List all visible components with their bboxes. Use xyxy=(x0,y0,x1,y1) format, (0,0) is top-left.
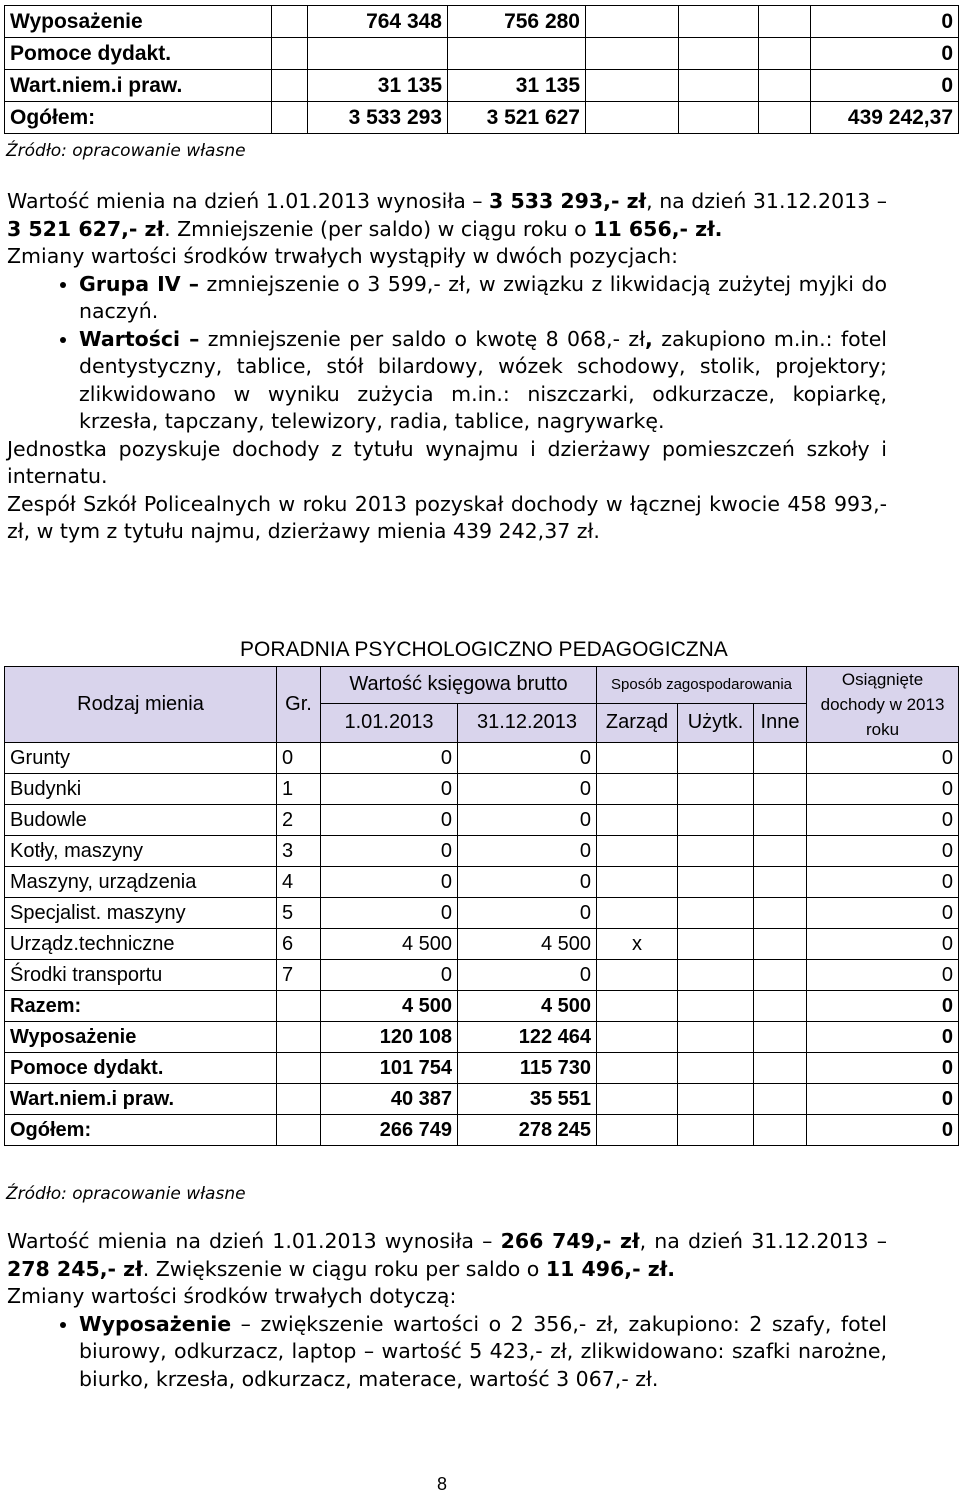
cell-dochody: 0 xyxy=(807,1084,959,1115)
cell-gr: 0 xyxy=(277,743,321,774)
cell-name: Budynki xyxy=(5,774,277,805)
cell-dochody: 0 xyxy=(807,929,959,960)
cell-gr xyxy=(277,1053,321,1084)
cell-value-end: 4 500 xyxy=(458,991,597,1022)
header-osiagniete: Osiągnięte dochody w 2013 roku xyxy=(807,667,959,743)
cell-value-end: 0 xyxy=(458,867,597,898)
table-row xyxy=(5,898,959,929)
text-block-2 xyxy=(7,1228,887,1393)
cell-uzytk xyxy=(679,6,759,38)
cell-gr: 1 xyxy=(277,774,321,805)
cell-gr xyxy=(272,70,308,102)
cell-value-start: 0 xyxy=(321,774,458,805)
cell-zarzad xyxy=(586,38,679,70)
cell-gr xyxy=(272,38,308,70)
cell-value-start: 0 xyxy=(321,867,458,898)
cell-inne xyxy=(759,70,811,102)
table-row xyxy=(5,6,959,38)
cell-name: Wyposażenie xyxy=(5,1022,277,1053)
cell-name: Urządz.techniczne xyxy=(5,929,277,960)
cell-name: Wart.niem.i praw. xyxy=(5,70,272,102)
header-d2: 31.12.2013 xyxy=(458,703,597,742)
cell-inne xyxy=(754,1084,807,1115)
cell-inne xyxy=(754,1115,807,1146)
property-table-poradnia xyxy=(4,666,959,1146)
cell-gr xyxy=(277,1115,321,1146)
cell-uzytk xyxy=(678,1084,754,1115)
cell-gr: 7 xyxy=(277,960,321,991)
list-item: • Grupa IV – zmniejszenie o 3 599,- zł, w związku z likwidacją zużytej myjki do naczyń. xyxy=(79,271,887,326)
cell-value-end: 278 245 xyxy=(458,1115,597,1146)
list-item: • Wyposażenie – zwiększenie wartości o 2 356,- zł, zakupiono: 2 szafy, fotel biurowy, odkurzacz, laptop – wartość 5 423,- zł, zlikwidowano: szafki narożne, biurko, krzesła, odkurzacz, materace, wartość 3 067,- zł. xyxy=(79,1311,887,1394)
cell-gr: 4 xyxy=(277,867,321,898)
cell-zarzad xyxy=(597,1115,678,1146)
cell-inne xyxy=(754,929,807,960)
table-row xyxy=(5,1115,959,1146)
cell-value-start: 101 754 xyxy=(321,1053,458,1084)
cell-inne xyxy=(754,805,807,836)
header-uzytk: Użytk. xyxy=(678,703,754,742)
changes-intro: Zmiany wartości środków trwałych dotyczą: xyxy=(7,1284,457,1308)
cell-zarzad xyxy=(597,805,678,836)
cell-dochody: 0 xyxy=(807,1053,959,1084)
table-row xyxy=(5,774,959,805)
table-row xyxy=(5,805,959,836)
cell-value-start: 266 749 xyxy=(321,1115,458,1146)
cell-inne xyxy=(759,102,811,134)
table2-source: Źródło: opracowanie własne xyxy=(6,1184,246,1204)
cell-value-end: 0 xyxy=(458,898,597,929)
cell-gr: 3 xyxy=(277,836,321,867)
cell-name: Ogółem: xyxy=(5,1115,277,1146)
cell-name: Grunty xyxy=(5,743,277,774)
cell-value-start: 3 533 293 xyxy=(308,102,448,134)
cell-value-start: 4 500 xyxy=(321,991,458,1022)
cell-name: Kotły, maszyny xyxy=(5,836,277,867)
cell-value-start: 0 xyxy=(321,805,458,836)
header-sposob: Sposób zagospodarowania xyxy=(597,667,807,704)
income-source-paragraph: Jednostka pozyskuje dochody z tytułu wynajmu i dzierżawy pomieszczeń szkoły i internatu. xyxy=(7,436,887,488)
cell-gr: 6 xyxy=(277,929,321,960)
cell-inne xyxy=(759,38,811,70)
header-gr: Gr. xyxy=(277,667,321,743)
cell-zarzad xyxy=(597,867,678,898)
cell-value-end xyxy=(448,38,586,70)
cell-uzytk xyxy=(678,960,754,991)
cell-zarzad xyxy=(586,6,679,38)
cell-value-end: 0 xyxy=(458,836,597,867)
cell-dochody: 0 xyxy=(807,836,959,867)
table-row xyxy=(5,929,959,960)
cell-gr xyxy=(272,102,308,134)
table-row xyxy=(5,960,959,991)
value-paragraph: Wartość mienia na dzień 1.01.2013 wynosiła – 3 533 293,- zł, na dzień 31.12.2013 – 3 521 627,- zł. Zmniejszenie (per saldo) w ciągu roku o 11 656,- zł. xyxy=(7,189,888,241)
cell-value-start: 0 xyxy=(321,898,458,929)
cell-value-start: 40 387 xyxy=(321,1084,458,1115)
cell-uzytk xyxy=(678,1053,754,1084)
cell-name: Pomoce dydakt. xyxy=(5,1053,277,1084)
cell-dochody: 0 xyxy=(807,1022,959,1053)
cell-gr xyxy=(277,1022,321,1053)
cell-inne xyxy=(754,1022,807,1053)
cell-name: Maszyny, urządzenia xyxy=(5,867,277,898)
cell-uzytk xyxy=(678,836,754,867)
cell-gr: 2 xyxy=(277,805,321,836)
cell-uzytk xyxy=(678,774,754,805)
cell-dochody: 0 xyxy=(807,960,959,991)
header-d1: 1.01.2013 xyxy=(321,703,458,742)
cell-uzytk xyxy=(679,102,759,134)
cell-gr xyxy=(277,1084,321,1115)
table-row xyxy=(5,1084,959,1115)
header-inne: Inne xyxy=(754,703,807,742)
header-wartosc: Wartość księgowa brutto xyxy=(321,667,597,704)
table-row xyxy=(5,70,959,102)
cell-zarzad xyxy=(597,1053,678,1084)
changes-intro: Zmiany wartości środków trwałych wystąpiły w dwóch pozycjach: xyxy=(7,244,679,268)
cell-name: Środki transportu xyxy=(5,960,277,991)
cell-value-end: 756 280 xyxy=(448,6,586,38)
cell-value-start: 120 108 xyxy=(321,1022,458,1053)
cell-uzytk xyxy=(679,70,759,102)
cell-uzytk xyxy=(678,991,754,1022)
cell-zarzad xyxy=(597,898,678,929)
cell-gr xyxy=(272,6,308,38)
cell-value-start: 4 500 xyxy=(321,929,458,960)
cell-dochody: 0 xyxy=(807,805,959,836)
cell-zarzad xyxy=(597,960,678,991)
cell-dochody: 0 xyxy=(807,743,959,774)
page-number: 8 xyxy=(437,1474,448,1494)
cell-uzytk xyxy=(678,1115,754,1146)
list-item: • Wartości – zmniejszenie per saldo o kwotę 8 068,- zł, zakupiono m.in.: fotel dentystyczny, tablice, stół bilardowy, wózek schodowy, stolik, projektory; zlikwidowano w wyniku zużycia m.in.: niszczarki, odkurzacze, kopiarkę, krzesła, tapczany, telewizory, radia, tablice, nagrywarkę. xyxy=(79,326,887,436)
cell-uzytk xyxy=(678,743,754,774)
cell-dochody: 0 xyxy=(807,898,959,929)
cell-zarzad xyxy=(586,70,679,102)
cell-name: Specjalist. maszyny xyxy=(5,898,277,929)
cell-zarzad xyxy=(597,1022,678,1053)
cell-name: Wyposażenie xyxy=(5,6,272,38)
cell-value-end: 122 464 xyxy=(458,1022,597,1053)
cell-inne xyxy=(754,836,807,867)
cell-gr xyxy=(277,991,321,1022)
cell-inne xyxy=(759,6,811,38)
cell-dochody: 0 xyxy=(811,6,959,38)
cell-inne xyxy=(754,743,807,774)
cell-value-start: 31 135 xyxy=(308,70,448,102)
changes-list xyxy=(7,1311,887,1394)
cell-value-end: 0 xyxy=(458,743,597,774)
property-table-top xyxy=(4,5,959,134)
cell-value-start: 764 348 xyxy=(308,6,448,38)
table-row xyxy=(5,1022,959,1053)
income-paragraph: Zespół Szkół Policealnych w roku 2013 pozyskał dochody w łącznej kwocie 458 993,- zł, w tym z tytułu najmu, dzierżawy mienia 439 242,37 zł. xyxy=(7,491,887,543)
cell-gr: 5 xyxy=(277,898,321,929)
cell-name: Razem: xyxy=(5,991,277,1022)
cell-name: Ogółem: xyxy=(5,102,272,134)
cell-inne xyxy=(754,867,807,898)
cell-name: Pomoce dydakt. xyxy=(5,38,272,70)
table1-source: Źródło: opracowanie własne xyxy=(6,141,246,161)
cell-dochody: 0 xyxy=(807,991,959,1022)
cell-value-end: 35 551 xyxy=(458,1084,597,1115)
cell-value-end: 4 500 xyxy=(458,929,597,960)
cell-value-end: 0 xyxy=(458,774,597,805)
table-row xyxy=(5,743,959,774)
table-row xyxy=(5,991,959,1022)
cell-inne xyxy=(754,774,807,805)
cell-zarzad xyxy=(586,102,679,134)
cell-uzytk xyxy=(678,1022,754,1053)
cell-value-end: 3 521 627 xyxy=(448,102,586,134)
cell-inne xyxy=(754,898,807,929)
cell-uzytk xyxy=(678,805,754,836)
cell-value-end: 0 xyxy=(458,805,597,836)
cell-inne xyxy=(754,991,807,1022)
header-zarzad: Zarząd xyxy=(597,703,678,742)
table-row xyxy=(5,102,959,134)
cell-dochody: 0 xyxy=(811,38,959,70)
cell-value-start: 0 xyxy=(321,743,458,774)
header-rodzaj: Rodzaj mienia xyxy=(5,667,277,743)
cell-inne xyxy=(754,1053,807,1084)
cell-zarzad xyxy=(597,743,678,774)
cell-zarzad: x xyxy=(597,929,678,960)
cell-zarzad xyxy=(597,1084,678,1115)
cell-dochody: 0 xyxy=(807,1115,959,1146)
table-row xyxy=(5,867,959,898)
table-row xyxy=(5,1053,959,1084)
cell-dochody: 0 xyxy=(807,774,959,805)
cell-name: Wart.niem.i praw. xyxy=(5,1084,277,1115)
cell-zarzad xyxy=(597,836,678,867)
cell-dochody: 0 xyxy=(807,867,959,898)
cell-value-start xyxy=(308,38,448,70)
cell-zarzad xyxy=(597,774,678,805)
text-block-1 xyxy=(7,188,887,546)
table-row xyxy=(5,836,959,867)
cell-uzytk xyxy=(678,929,754,960)
cell-uzytk xyxy=(678,898,754,929)
cell-value-end: 115 730 xyxy=(458,1053,597,1084)
table-row xyxy=(5,38,959,70)
cell-value-start: 0 xyxy=(321,836,458,867)
cell-zarzad xyxy=(597,991,678,1022)
changes-list xyxy=(7,271,887,436)
cell-value-start: 0 xyxy=(321,960,458,991)
cell-value-end: 0 xyxy=(458,960,597,991)
cell-dochody: 439 242,37 xyxy=(811,102,959,134)
section-title: PORADNIA PSYCHOLOGICZNO PEDAGOGICZNA xyxy=(240,638,728,661)
cell-dochody: 0 xyxy=(811,70,959,102)
cell-name: Budowle xyxy=(5,805,277,836)
value-paragraph: Wartość mienia na dzień 1.01.2013 wynosiła – 266 749,- zł, na dzień 31.12.2013 – 278 245,- zł. Zwiększenie w ciągu roku per saldo o 11 496,- zł. xyxy=(7,1229,888,1281)
cell-inne xyxy=(754,960,807,991)
cell-uzytk xyxy=(678,867,754,898)
cell-uzytk xyxy=(679,38,759,70)
cell-value-end: 31 135 xyxy=(448,70,586,102)
